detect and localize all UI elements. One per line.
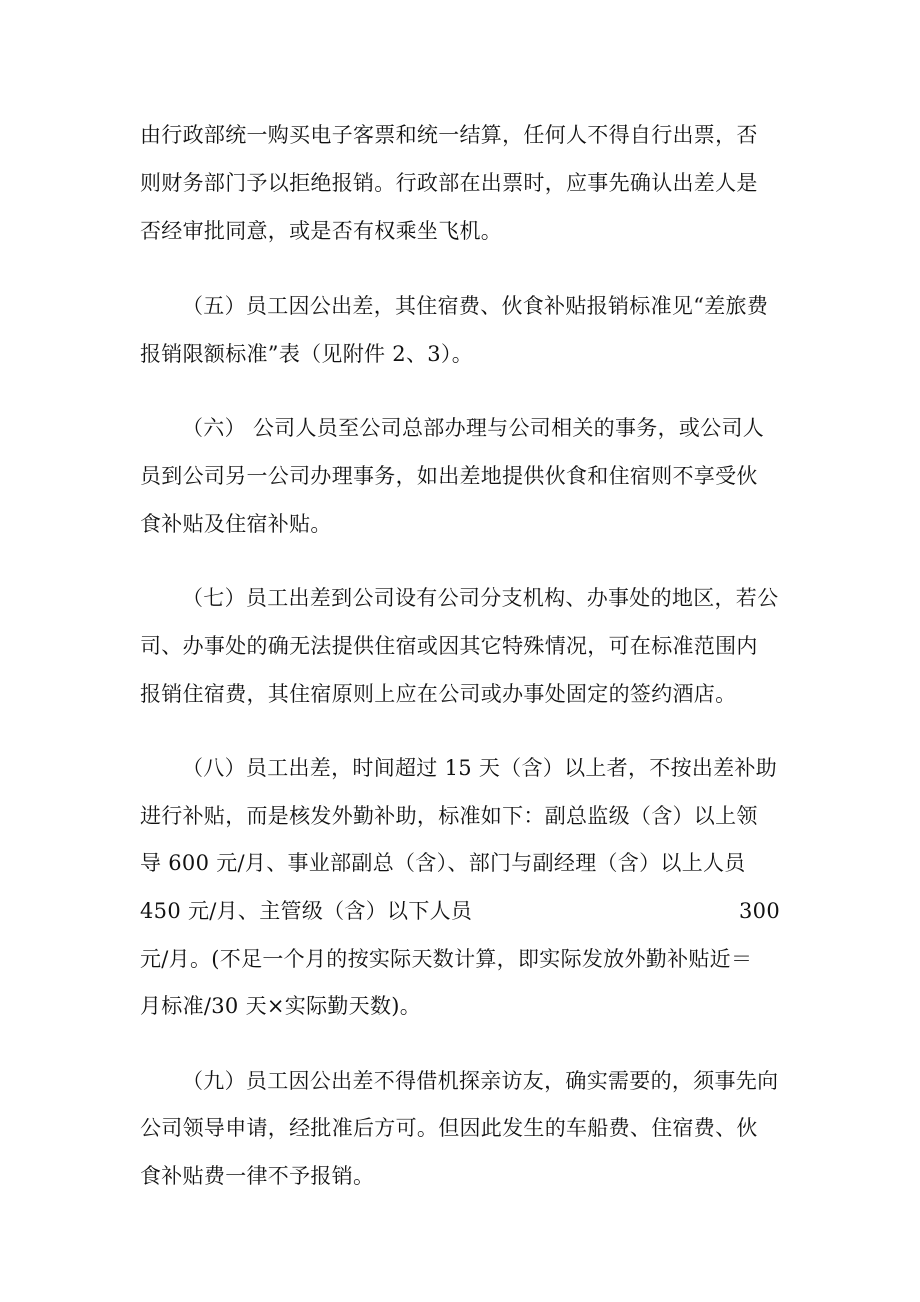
text-line: 则财务部门予以拒绝报销。行政部在出票时，应事先确认出差人是 (140, 171, 758, 195)
text-line: 报销住宿费，其住宿原则上应在公司或办事处固定的签约酒店。 (140, 682, 737, 706)
text-line: （六） 公司人员至公司总部办理与公司相关的事务，或公司人 (182, 416, 765, 440)
text-line-justified (140, 896, 780, 926)
text-line: 否经审批同意，或是否有权乘坐飞机。 (140, 219, 503, 243)
text-line: 导 600 元/月、事业部副总（含）、部门与副经理（含）以上人员 (140, 851, 746, 875)
text-line: 公司领导申请，经批准后方可。但因此发生的车船费、住宿费、伙 (140, 1116, 758, 1140)
text-line: 元/月。(不足一个月的按实际天数计算，即实际发放外勤补贴近＝ (140, 947, 753, 971)
text-segment-left: 450 元/月、主管级（含）以下人员 (140, 899, 473, 923)
text-line: （七）员工出差到公司设有公司分支机构、办事处的地区，若公 (182, 586, 779, 610)
text-line: 进行补贴，而是核发外勤补助，标准如下：副总监级（含）以上领 (140, 804, 758, 828)
text-line: 报销限额标准”表（见附件 2、3）。 (140, 342, 474, 366)
text-line: （九）员工因公出差不得借机探亲访友，确实需要的，须事先向 (182, 1069, 779, 1093)
text-line: （八）员工出差，时间超过 15 天（含）以上者，不按出差补助 (182, 756, 778, 780)
text-segment-right: 300 (739, 899, 780, 923)
text-line: 员到公司另一公司办理事务，如出差地提供伙食和住宿则不享受伙 (140, 464, 758, 488)
text-line: 由行政部统一购买电子客票和统一结算，任何人不得自行出票，否 (140, 123, 758, 147)
text-line: （五）员工因公出差，其住宿费、伙食补贴报销标准见“差旅费 (182, 294, 769, 318)
text-line: 食补贴及住宿补贴。 (140, 512, 332, 536)
text-line: 月标准/30 天×实际勤天数)。 (140, 994, 422, 1018)
text-line: 食补贴费一律不予报销。 (140, 1164, 375, 1188)
text-line: 司、办事处的确无法提供住宿或因其它特殊情况，可在标准范围内 (140, 634, 758, 658)
